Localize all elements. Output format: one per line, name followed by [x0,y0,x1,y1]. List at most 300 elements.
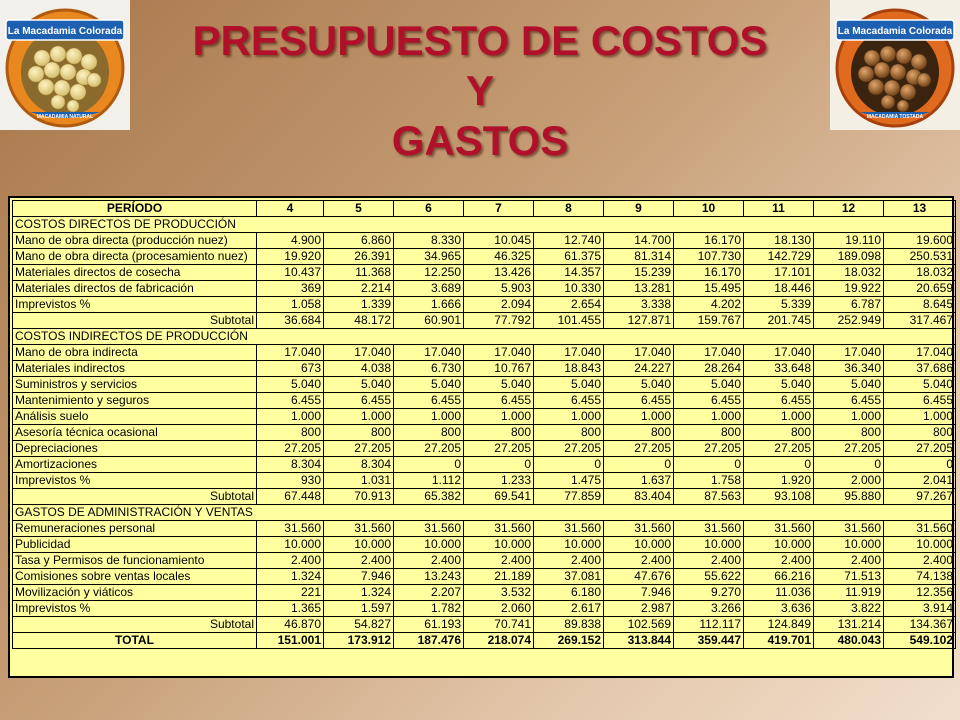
row-value: 2.400 [884,553,956,569]
subtotal-value: 67.448 [257,489,324,505]
section-empty-cell [884,505,956,521]
row-value: 1.031 [324,473,394,489]
period-5: 5 [324,201,394,217]
subtotal-value: 46.870 [257,617,324,633]
row-value: 27.205 [604,441,674,457]
row-value: 1.000 [674,409,744,425]
section-empty-cell [604,505,674,521]
row-value: 1.758 [674,473,744,489]
row-label: Tasa y Permisos de funcionamiento [13,553,257,569]
row-value: 2.400 [394,553,464,569]
row-value: 6.455 [534,393,604,409]
row-value: 47.676 [604,569,674,585]
subtotal-value: 159.767 [674,313,744,329]
row-value: 3.532 [464,585,534,601]
subtotal-row [13,313,956,329]
row-value: 1.339 [324,297,394,313]
row-value: 27.205 [674,441,744,457]
row-value: 6.455 [394,393,464,409]
table-row [13,361,956,377]
row-value: 1.000 [464,409,534,425]
row-value: 10.000 [744,537,814,553]
row-value: 2.094 [464,297,534,313]
row-value: 1.666 [394,297,464,313]
subtotal-label: Subtotal [13,617,257,633]
total-value: 187.476 [394,633,464,649]
row-value: 19.600 [884,233,956,249]
section-empty-cell [534,217,604,233]
subtotal-label: Subtotal [13,313,257,329]
table-row [13,537,956,553]
row-value: 5.040 [324,377,394,393]
row-value: 19.922 [814,281,884,297]
section-header-row [13,505,956,521]
row-value: 18.130 [744,233,814,249]
row-value: 31.560 [814,521,884,537]
row-label: Publicidad [13,537,257,553]
subtotal-value: 54.827 [324,617,394,633]
row-value: 673 [257,361,324,377]
row-value: 1.000 [814,409,884,425]
row-value: 800 [884,425,956,441]
row-value: 6.455 [884,393,956,409]
row-value: 2.000 [814,473,884,489]
row-value: 31.560 [744,521,814,537]
row-value: 0 [394,457,464,473]
row-value: 14.357 [534,265,604,281]
row-value: 6.455 [324,393,394,409]
total-value: 313.844 [604,633,674,649]
subtotal-value: 87.563 [674,489,744,505]
row-label: Amortizaciones [13,457,257,473]
table-row [13,409,956,425]
row-value: 1.920 [744,473,814,489]
row-value: 1.324 [257,569,324,585]
section-empty-cell [744,505,814,521]
row-value: 0 [814,457,884,473]
table-row [13,281,956,297]
row-value: 31.560 [884,521,956,537]
section-empty-cell [814,505,884,521]
row-value: 800 [257,425,324,441]
subtotal-label: Subtotal [13,489,257,505]
total-value: 269.152 [534,633,604,649]
row-label: Materiales directos de cosecha [13,265,257,281]
row-value: 81.314 [604,249,674,265]
row-value: 27.205 [324,441,394,457]
subtotal-value: 112.117 [674,617,744,633]
subtotal-value: 83.404 [604,489,674,505]
row-value: 31.560 [674,521,744,537]
row-value: 6.455 [674,393,744,409]
row-value: 12.356 [884,585,956,601]
period-11: 11 [744,201,814,217]
row-label: Comisiones sobre ventas locales [13,569,257,585]
row-value: 5.040 [884,377,956,393]
row-value: 15.239 [604,265,674,281]
row-value: 17.040 [604,345,674,361]
subtotal-value: 89.838 [534,617,604,633]
total-value: 359.447 [674,633,744,649]
table-row [13,425,956,441]
row-value: 17.040 [257,345,324,361]
row-value: 6.455 [744,393,814,409]
row-value: 2.041 [884,473,956,489]
page-title [140,16,820,166]
row-value: 31.560 [534,521,604,537]
row-value: 800 [464,425,534,441]
row-value: 33.648 [744,361,814,377]
row-value: 1.000 [604,409,674,425]
table-row [13,569,956,585]
row-value: 5.040 [257,377,324,393]
row-value: 2.400 [814,553,884,569]
subtotal-value: 69.541 [464,489,534,505]
row-value: 369 [257,281,324,297]
subtotal-value: 61.193 [394,617,464,633]
subtotal-value: 102.569 [604,617,674,633]
row-value: 14.700 [604,233,674,249]
period-13: 13 [884,201,956,217]
row-value: 74.138 [884,569,956,585]
section-empty-cell [604,329,674,345]
row-value: 2.400 [324,553,394,569]
row-value: 18.446 [744,281,814,297]
row-value: 13.426 [464,265,534,281]
row-value: 11.036 [744,585,814,601]
row-value: 61.375 [534,249,604,265]
subtotal-value: 93.108 [744,489,814,505]
subtotal-row [13,617,956,633]
row-value: 6.180 [534,585,604,601]
row-value: 189.098 [814,249,884,265]
row-value: 221 [257,585,324,601]
row-value: 17.040 [324,345,394,361]
row-value: 5.903 [464,281,534,297]
row-value: 10.000 [324,537,394,553]
row-value: 6.455 [814,393,884,409]
row-value: 17.040 [674,345,744,361]
subtotal-value: 201.745 [744,313,814,329]
subtotal-row [13,489,956,505]
row-value: 1.112 [394,473,464,489]
row-label: Materiales indirectos [13,361,257,377]
row-value: 13.281 [604,281,674,297]
row-value: 15.495 [674,281,744,297]
row-value: 10.000 [604,537,674,553]
section-header-row [13,217,956,233]
row-label: Remuneraciones personal [13,521,257,537]
logo-left-sub: MACADAMIA NATURAL [36,114,94,120]
table-row [13,473,956,489]
row-value: 5.040 [744,377,814,393]
row-value: 2.654 [534,297,604,313]
subtotal-value: 70.741 [464,617,534,633]
row-value: 4.038 [324,361,394,377]
table-row [13,297,956,313]
row-value: 1.000 [257,409,324,425]
section-empty-cell [534,329,604,345]
row-value: 36.340 [814,361,884,377]
row-label: Asesoría técnica ocasional [13,425,257,441]
row-value: 2.400 [674,553,744,569]
row-value: 0 [604,457,674,473]
row-value: 27.205 [814,441,884,457]
section-empty-cell [744,329,814,345]
row-value: 12.740 [534,233,604,249]
row-value: 800 [814,425,884,441]
row-value: 4.202 [674,297,744,313]
row-label: Mano de obra directa (procesamiento nuez) [13,249,257,265]
row-value: 6.455 [464,393,534,409]
row-value: 1.000 [394,409,464,425]
subtotal-value: 127.871 [604,313,674,329]
row-value: 27.205 [884,441,956,457]
section-empty-cell [464,217,534,233]
row-value: 17.040 [394,345,464,361]
row-value: 20.659 [884,281,956,297]
row-value: 0 [464,457,534,473]
budget-table-body [13,201,956,649]
row-value: 107.730 [674,249,744,265]
row-value: 0 [534,457,604,473]
subtotal-value: 252.949 [814,313,884,329]
row-value: 0 [674,457,744,473]
table-row [13,585,956,601]
subtotal-value: 124.849 [744,617,814,633]
row-label: Movilización y viáticos [13,585,257,601]
row-value: 3.914 [884,601,956,617]
period-7: 7 [464,201,534,217]
section-empty-cell [324,217,394,233]
row-value: 800 [744,425,814,441]
row-value: 5.040 [394,377,464,393]
row-value: 800 [674,425,744,441]
period-6: 6 [394,201,464,217]
row-value: 800 [324,425,394,441]
row-value: 930 [257,473,324,489]
subtotal-value: 77.859 [534,489,604,505]
row-value: 17.040 [464,345,534,361]
section-empty-cell [464,505,534,521]
row-value: 1.324 [324,585,394,601]
row-value: 5.339 [744,297,814,313]
row-value: 3.636 [744,601,814,617]
row-value: 26.391 [324,249,394,265]
row-value: 4.900 [257,233,324,249]
row-value: 1.000 [534,409,604,425]
section-title: COSTOS DIRECTOS DE PRODUCCIÓN [13,217,257,233]
row-value: 17.040 [744,345,814,361]
row-value: 8.304 [257,457,324,473]
logo-tostada [830,0,960,130]
logo-right-text: La Macadamia Colorada [837,26,953,37]
row-value: 6.787 [814,297,884,313]
total-value: 151.001 [257,633,324,649]
section-empty-cell [394,217,464,233]
budget-table [12,200,956,649]
row-value: 10.437 [257,265,324,281]
row-value: 31.560 [394,521,464,537]
section-empty-cell [257,329,324,345]
row-value: 1.000 [744,409,814,425]
row-value: 0 [884,457,956,473]
row-value: 18.843 [534,361,604,377]
row-value: 2.987 [604,601,674,617]
row-value: 19.920 [257,249,324,265]
row-label: Imprevistos % [13,297,257,313]
section-empty-cell [324,505,394,521]
row-value: 17.040 [884,345,956,361]
row-value: 55.622 [674,569,744,585]
row-value: 5.040 [814,377,884,393]
period-header: PERÍODO [13,201,257,217]
row-value: 17.040 [814,345,884,361]
budget-table-container [8,196,954,678]
table-row [13,345,956,361]
section-empty-cell [674,329,744,345]
subtotal-value: 60.901 [394,313,464,329]
row-value: 142.729 [744,249,814,265]
row-value: 17.040 [534,345,604,361]
row-value: 17.101 [744,265,814,281]
row-value: 2.400 [464,553,534,569]
total-value: 549.102 [884,633,956,649]
row-label: Depreciaciones [13,441,257,457]
row-value: 2.400 [534,553,604,569]
section-empty-cell [257,505,324,521]
section-title: GASTOS DE ADMINISTRACIÓN Y VENTAS [13,505,257,521]
row-value: 18.032 [814,265,884,281]
subtotal-value: 101.455 [534,313,604,329]
row-value: 31.560 [604,521,674,537]
row-value: 3.338 [604,297,674,313]
subtotal-value: 97.267 [884,489,956,505]
table-row [13,457,956,473]
section-empty-cell [814,329,884,345]
row-value: 1.475 [534,473,604,489]
row-label: Mano de obra directa (producción nuez) [13,233,257,249]
total-label: TOTAL [13,633,257,649]
row-value: 10.000 [464,537,534,553]
row-value: 0 [744,457,814,473]
table-row [13,441,956,457]
row-value: 800 [604,425,674,441]
table-row [13,393,956,409]
row-value: 9.270 [674,585,744,601]
row-value: 16.170 [674,265,744,281]
row-value: 10.000 [674,537,744,553]
row-value: 3.266 [674,601,744,617]
row-value: 2.400 [744,553,814,569]
logo-left-text: La Macadamia Colorada [7,26,123,37]
row-value: 3.689 [394,281,464,297]
section-empty-cell [534,505,604,521]
row-value: 27.205 [534,441,604,457]
total-row [13,633,956,649]
row-value: 10.000 [814,537,884,553]
total-value: 173.912 [324,633,394,649]
row-value: 12.250 [394,265,464,281]
row-value: 31.560 [464,521,534,537]
row-value: 16.170 [674,233,744,249]
table-row [13,377,956,393]
total-value: 218.074 [464,633,534,649]
row-value: 24.227 [604,361,674,377]
row-value: 6.455 [257,393,324,409]
row-value: 28.264 [674,361,744,377]
row-value: 1.637 [604,473,674,489]
subtotal-value: 317.467 [884,313,956,329]
row-value: 6.455 [604,393,674,409]
row-label: Suministros y servicios [13,377,257,393]
row-value: 2.400 [604,553,674,569]
section-header-row [13,329,956,345]
row-value: 6.730 [394,361,464,377]
section-empty-cell [884,329,956,345]
subtotal-value: 48.172 [324,313,394,329]
title-line-1: PRESUPUESTO DE COSTOS [192,17,768,64]
table-row [13,233,956,249]
row-value: 3.822 [814,601,884,617]
row-value: 8.645 [884,297,956,313]
subtotal-value: 131.214 [814,617,884,633]
row-value: 37.686 [884,361,956,377]
section-empty-cell [674,505,744,521]
section-empty-cell [814,217,884,233]
row-value: 27.205 [464,441,534,457]
row-value: 1.782 [394,601,464,617]
row-value: 31.560 [324,521,394,537]
row-value: 27.205 [257,441,324,457]
row-value: 1.000 [324,409,394,425]
row-value: 6.860 [324,233,394,249]
table-row [13,553,956,569]
subtotal-value: 134.367 [884,617,956,633]
row-value: 11.368 [324,265,394,281]
logo-right-sub: MACADAMIA TOSTADA [866,114,924,120]
table-row [13,601,956,617]
row-value: 46.325 [464,249,534,265]
row-value: 34.965 [394,249,464,265]
section-empty-cell [884,217,956,233]
section-empty-cell [394,329,464,345]
header-row [13,201,956,217]
row-value: 2.207 [394,585,464,601]
row-value: 1.597 [324,601,394,617]
section-empty-cell [674,217,744,233]
period-12: 12 [814,201,884,217]
row-label: Mantenimiento y seguros [13,393,257,409]
row-value: 10.000 [884,537,956,553]
row-value: 19.110 [814,233,884,249]
section-title: COSTOS INDIRECTOS DE PRODUCCIÓN [13,329,257,345]
row-value: 1.365 [257,601,324,617]
row-value: 66.216 [744,569,814,585]
row-label: Materiales directos de fabricación [13,281,257,297]
subtotal-value: 65.382 [394,489,464,505]
section-empty-cell [324,329,394,345]
row-value: 27.205 [394,441,464,457]
period-10: 10 [674,201,744,217]
section-empty-cell [744,217,814,233]
row-value: 10.330 [534,281,604,297]
row-value: 5.040 [534,377,604,393]
row-value: 7.946 [604,585,674,601]
period-4: 4 [257,201,324,217]
subtotal-value: 70.913 [324,489,394,505]
row-label: Mano de obra indirecta [13,345,257,361]
